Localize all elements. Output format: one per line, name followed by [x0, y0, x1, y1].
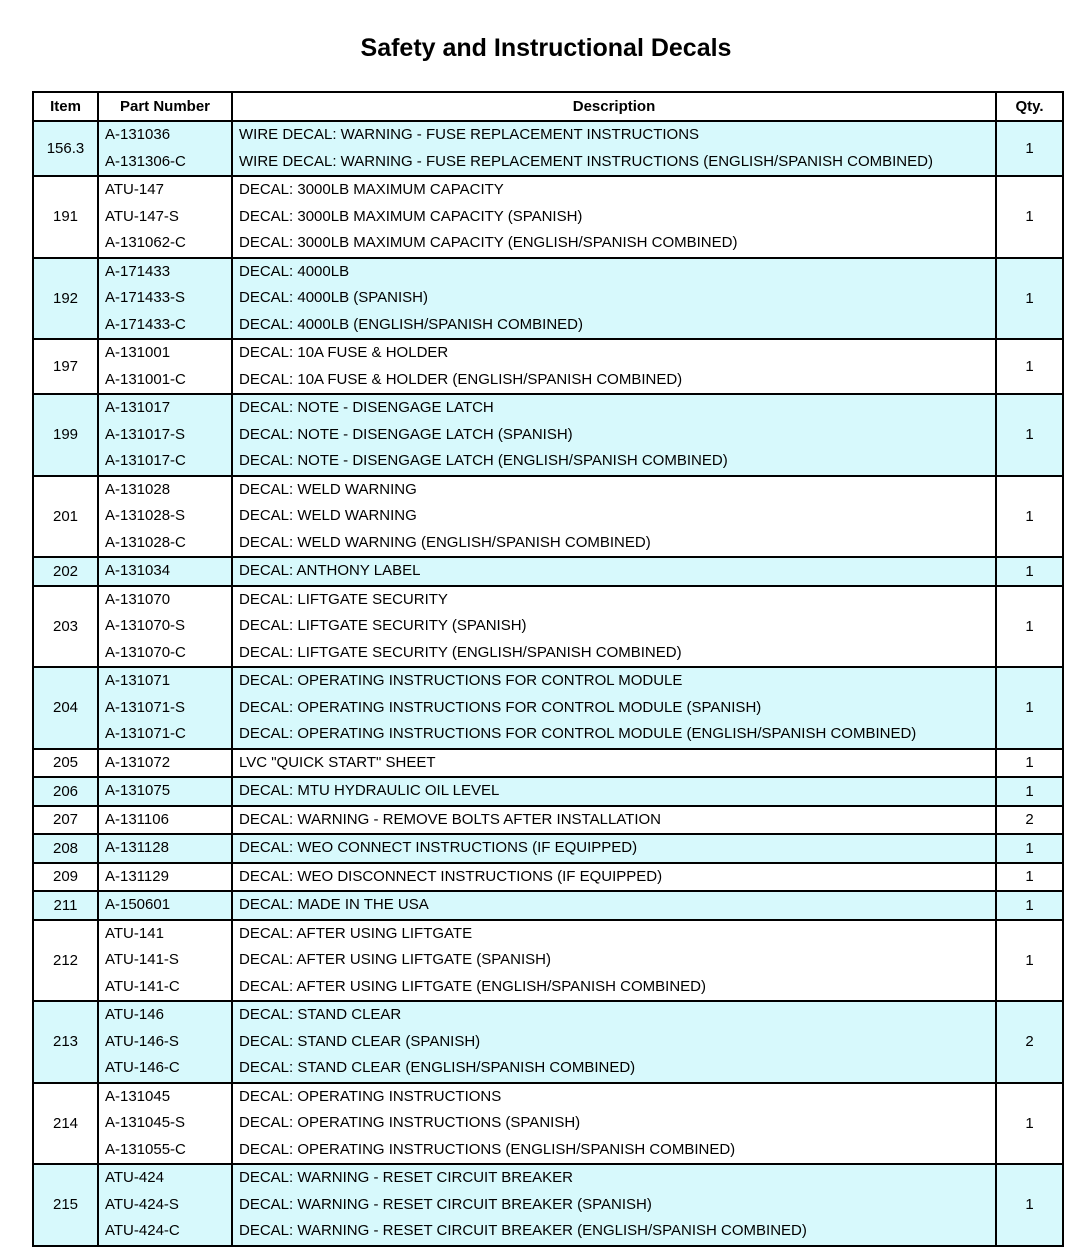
table-row	[33, 176, 1063, 258]
description-text: DECAL: OPERATING INSTRUCTIONS FOR CONTROL MODULE (ENGLISH/SPANISH COMBINED)	[239, 725, 917, 742]
description-cell	[232, 777, 996, 806]
quantity: 2	[996, 806, 1063, 835]
table-row	[33, 1083, 1063, 1165]
description-text: DECAL: STAND CLEAR (SPANISH)	[239, 1032, 481, 1050]
table-row	[33, 121, 1063, 176]
part-number-cell	[98, 777, 232, 806]
description-text: DECAL: MADE IN THE USA	[239, 896, 429, 913]
header-description: Description	[232, 92, 996, 121]
quantity: 1	[996, 339, 1063, 394]
description-text: DECAL: WELD WARNING (ENGLISH/SPANISH COMBINED)	[239, 533, 651, 551]
description-text: DECAL: NOTE - DISENGAGE LATCH (SPANISH)	[239, 425, 573, 443]
table-row	[33, 476, 1063, 558]
description-text: WIRE DECAL: WARNING - FUSE REPLACEMENT INSTRUCTIONS (ENGLISH/SPANISH COMBINED)	[239, 152, 933, 170]
part-number: A-131072	[105, 753, 171, 771]
description-cell	[232, 339, 996, 394]
part-number: ATU-141-C	[105, 977, 180, 995]
description-text: DECAL: WELD WARNING	[239, 480, 417, 498]
table-row	[33, 891, 1063, 920]
part-number: A-131028-C	[105, 533, 186, 551]
part-number: A-131036	[105, 126, 171, 143]
description-text: DECAL: 4000LB (ENGLISH/SPANISH COMBINED)	[239, 315, 583, 333]
part-number: ATU-147	[105, 181, 164, 198]
description-cell	[232, 749, 996, 778]
description-text: DECAL: OPERATING INSTRUCTIONS	[239, 1087, 502, 1105]
item-number: 197	[33, 339, 98, 394]
description-cell	[232, 586, 996, 668]
part-number: A-131070-S	[105, 617, 186, 634]
quantity: 1	[996, 863, 1063, 892]
part-number: A-131001	[105, 344, 171, 361]
header-part-number: Part Number	[98, 92, 232, 121]
part-number-cell	[98, 476, 232, 558]
description-text: DECAL: 3000LB MAXIMUM CAPACITY (SPANISH)	[239, 207, 583, 225]
description-text: DECAL: AFTER USING LIFTGATE (ENGLISH/SPANISH COMBINED)	[239, 977, 707, 995]
part-number: A-131017	[105, 399, 171, 416]
part-number-cell	[98, 667, 232, 749]
table-row	[33, 1164, 1063, 1246]
part-number: A-131001-C	[105, 370, 186, 388]
table-row	[33, 863, 1063, 892]
item-number: 205	[33, 749, 98, 778]
description-cell	[232, 834, 996, 863]
item-number: 202	[33, 557, 98, 586]
part-number: A-131306-C	[105, 152, 186, 170]
quantity: 1	[996, 121, 1063, 176]
quantity: 1	[996, 1164, 1063, 1246]
item-number: 156.3	[33, 121, 98, 176]
description-text: DECAL: WELD WARNING	[239, 507, 417, 524]
table-row	[33, 806, 1063, 835]
part-number: A-131045-S	[105, 1114, 186, 1131]
description-text: DECAL: WEO CONNECT INSTRUCTIONS (IF EQUIPPED)	[239, 839, 638, 856]
quantity: 2	[996, 1001, 1063, 1083]
description-text: DECAL: OPERATING INSTRUCTIONS FOR CONTROL MODULE (SPANISH)	[239, 698, 762, 716]
header-item: Item	[33, 92, 98, 121]
header-row	[33, 92, 1063, 121]
item-number: 201	[33, 476, 98, 558]
description-text: DECAL: OPERATING INSTRUCTIONS (ENGLISH/SPANISH COMBINED)	[239, 1140, 736, 1158]
description-text: DECAL: OPERATING INSTRUCTIONS (SPANISH)	[239, 1114, 581, 1131]
part-number: A-131045	[105, 1087, 171, 1105]
table-row	[33, 258, 1063, 340]
part-number: A-131070-C	[105, 643, 186, 661]
item-number: 212	[33, 920, 98, 1002]
table-row	[33, 1001, 1063, 1083]
part-number-cell	[98, 1164, 232, 1246]
part-number-cell	[98, 891, 232, 920]
description-text: LVC "QUICK START" SHEET	[239, 753, 436, 771]
part-number: A-171433	[105, 262, 171, 280]
item-number: 203	[33, 586, 98, 668]
part-number: A-131017-S	[105, 425, 186, 443]
page-title: Safety and Instructional Decals	[360, 34, 732, 62]
part-number: ATU-141-S	[105, 951, 179, 968]
quantity: 1	[996, 920, 1063, 1002]
table-row	[33, 749, 1063, 778]
description-text: DECAL: AFTER USING LIFTGATE	[239, 924, 473, 942]
item-number: 206	[33, 777, 98, 806]
description-cell	[232, 863, 996, 892]
part-number-cell	[98, 121, 232, 176]
decals-table	[32, 91, 1064, 1247]
item-number: 191	[33, 176, 98, 258]
description-text: DECAL: 4000LB	[239, 262, 350, 280]
description-text: WIRE DECAL: WARNING - FUSE REPLACEMENT INSTRUCTIONS	[239, 126, 700, 143]
part-number-cell	[98, 863, 232, 892]
table-row	[33, 586, 1063, 668]
part-number: A-131070	[105, 590, 171, 608]
description-cell	[232, 1164, 996, 1246]
quantity: 1	[996, 394, 1063, 476]
quantity: 1	[996, 1083, 1063, 1165]
table-row	[33, 777, 1063, 806]
header-qty: Qty.	[996, 92, 1063, 121]
part-number: ATU-146-C	[105, 1059, 180, 1076]
part-number: A-131028	[105, 480, 171, 498]
part-number-cell	[98, 749, 232, 778]
part-number: A-131028-S	[105, 507, 186, 524]
part-number: ATU-424-C	[105, 1222, 180, 1239]
description-text: DECAL: NOTE - DISENGAGE LATCH	[239, 399, 494, 416]
description-text: DECAL: 4000LB (SPANISH)	[239, 289, 428, 306]
part-number-cell	[98, 339, 232, 394]
part-number-cell	[98, 176, 232, 258]
description-cell	[232, 920, 996, 1002]
table-row	[33, 667, 1063, 749]
description-text: DECAL: AFTER USING LIFTGATE (SPANISH)	[239, 951, 551, 968]
quantity: 1	[996, 749, 1063, 778]
table-row	[33, 834, 1063, 863]
part-number: ATU-424-S	[105, 1195, 179, 1213]
part-number-cell	[98, 806, 232, 835]
description-text: DECAL: WARNING - REMOVE BOLTS AFTER INSTALLATION	[239, 810, 662, 828]
part-number: A-131055-C	[105, 1140, 186, 1158]
description-text: DECAL: MTU HYDRAULIC OIL LEVEL	[239, 782, 500, 799]
description-text: DECAL: LIFTGATE SECURITY (ENGLISH/SPANISH COMBINED)	[239, 643, 682, 661]
description-text: DECAL: STAND CLEAR	[239, 1006, 402, 1023]
quantity: 1	[996, 258, 1063, 340]
part-number: A-131075	[105, 782, 171, 799]
item-number: 211	[33, 891, 98, 920]
item-number: 208	[33, 834, 98, 863]
item-number: 207	[33, 806, 98, 835]
item-number: 204	[33, 667, 98, 749]
description-text: DECAL: WARNING - RESET CIRCUIT BREAKER (ENGLISH/SPANISH COMBINED)	[239, 1222, 807, 1239]
description-cell	[232, 258, 996, 340]
part-number-cell	[98, 920, 232, 1002]
part-number: A-131071-C	[105, 725, 186, 742]
description-cell	[232, 557, 996, 586]
part-number-cell	[98, 834, 232, 863]
part-number-cell	[98, 1001, 232, 1083]
quantity: 1	[996, 476, 1063, 558]
part-number: A-171433-C	[105, 315, 186, 333]
part-number: A-131071-S	[105, 698, 186, 716]
part-number: ATU-147-S	[105, 207, 179, 225]
description-text: DECAL: 10A FUSE & HOLDER	[239, 344, 449, 361]
part-number: ATU-146-S	[105, 1032, 179, 1050]
quantity: 1	[996, 777, 1063, 806]
table-row	[33, 394, 1063, 476]
description-text: DECAL: 3000LB MAXIMUM CAPACITY	[239, 181, 504, 198]
part-number-cell	[98, 258, 232, 340]
description-cell	[232, 1083, 996, 1165]
description-cell	[232, 891, 996, 920]
part-number: A-131034	[105, 562, 171, 579]
part-number: A-131017-C	[105, 452, 186, 469]
part-number: A-131071	[105, 672, 171, 689]
quantity: 1	[996, 891, 1063, 920]
description-text: DECAL: STAND CLEAR (ENGLISH/SPANISH COMBINED)	[239, 1059, 636, 1076]
part-number: A-150601	[105, 896, 171, 913]
item-number: 192	[33, 258, 98, 340]
description-text: DECAL: WARNING - RESET CIRCUIT BREAKER (SPANISH)	[239, 1195, 652, 1213]
part-number-cell	[98, 1083, 232, 1165]
description-text: DECAL: 10A FUSE & HOLDER (ENGLISH/SPANISH COMBINED)	[239, 370, 683, 388]
description-cell	[232, 667, 996, 749]
description-cell	[232, 806, 996, 835]
table-body	[33, 121, 1063, 1246]
description-text: DECAL: LIFTGATE SECURITY (SPANISH)	[239, 617, 527, 634]
quantity: 1	[996, 176, 1063, 258]
part-number: ATU-424	[105, 1169, 164, 1186]
part-number: A-171433-S	[105, 289, 186, 306]
part-number: A-131106	[105, 810, 169, 828]
quantity: 1	[996, 834, 1063, 863]
part-number: A-131129	[105, 867, 169, 885]
quantity: 1	[996, 557, 1063, 586]
description-text: DECAL: WARNING - RESET CIRCUIT BREAKER	[239, 1169, 573, 1186]
table-row	[33, 339, 1063, 394]
item-number: 215	[33, 1164, 98, 1246]
part-number: A-131128	[105, 839, 169, 856]
part-number-cell	[98, 394, 232, 476]
description-text: DECAL: ANTHONY LABEL	[239, 562, 421, 579]
item-number: 213	[33, 1001, 98, 1083]
part-number: ATU-146	[105, 1006, 164, 1023]
description-cell	[232, 394, 996, 476]
description-cell	[232, 1001, 996, 1083]
description-cell	[232, 176, 996, 258]
item-number: 214	[33, 1083, 98, 1165]
item-number: 199	[33, 394, 98, 476]
description-cell	[232, 476, 996, 558]
table-row	[33, 920, 1063, 1002]
description-text: DECAL: OPERATING INSTRUCTIONS FOR CONTROL MODULE	[239, 672, 683, 689]
description-text: DECAL: WEO DISCONNECT INSTRUCTIONS (IF EQUIPPED)	[239, 867, 663, 885]
description-text: DECAL: LIFTGATE SECURITY	[239, 590, 448, 608]
item-number: 209	[33, 863, 98, 892]
description-text: DECAL: 3000LB MAXIMUM CAPACITY (ENGLISH/SPANISH COMBINED)	[239, 234, 738, 251]
quantity: 1	[996, 586, 1063, 668]
quantity: 1	[996, 667, 1063, 749]
part-number-cell	[98, 586, 232, 668]
description-text: DECAL: NOTE - DISENGAGE LATCH (ENGLISH/SPANISH COMBINED)	[239, 452, 728, 469]
description-cell	[232, 121, 996, 176]
table-row	[33, 557, 1063, 586]
part-number-cell	[98, 557, 232, 586]
part-number: ATU-141	[105, 924, 164, 942]
part-number: A-131062-C	[105, 234, 186, 251]
